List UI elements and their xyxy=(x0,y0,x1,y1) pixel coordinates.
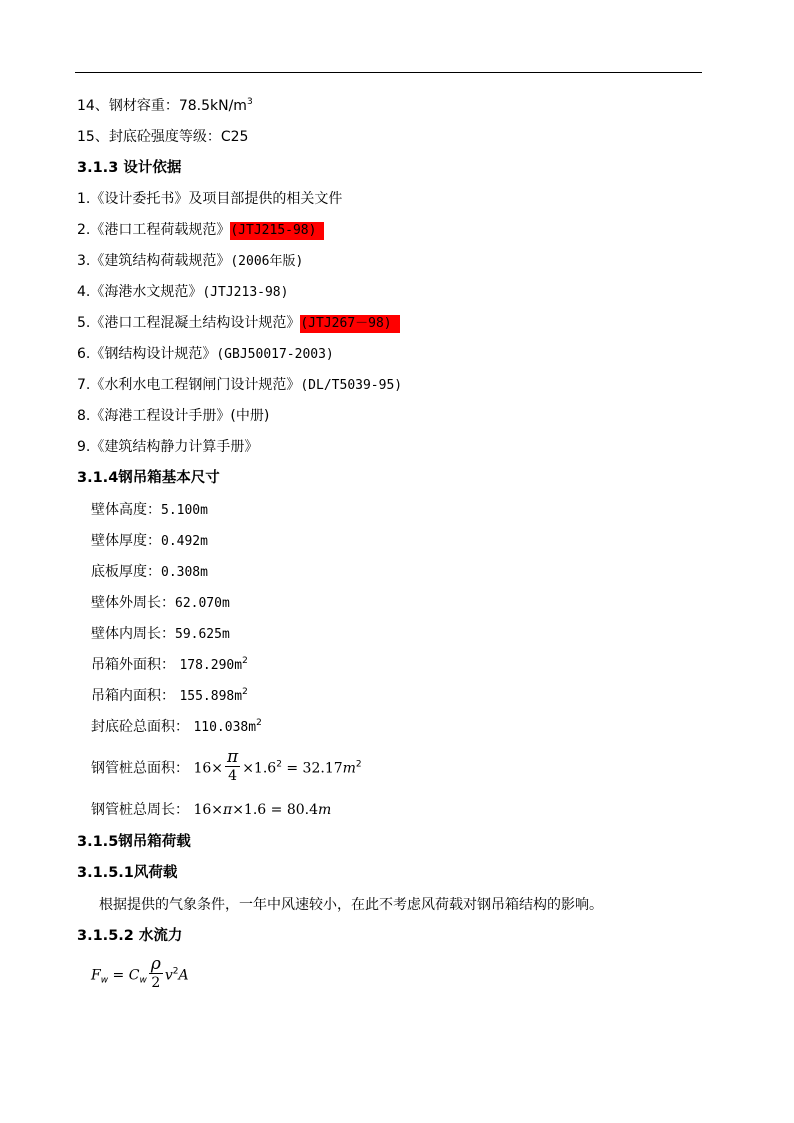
ref-num: 9. xyxy=(77,439,91,455)
ref-num: 6. xyxy=(77,346,91,362)
dim-value: 155.898m xyxy=(179,689,243,704)
formula-v-sup: 2 xyxy=(172,966,179,977)
section-313-heading: 3.1.3 设计依据 xyxy=(77,160,182,176)
formula-A: A xyxy=(178,967,189,984)
dim-label: 吊箱内面积： xyxy=(91,688,175,704)
pile-perimeter-formula xyxy=(91,801,331,819)
pile-area-label: 钢管桩总面积： xyxy=(91,760,189,777)
item-15-label: 15、封底砼强度等级： xyxy=(77,129,221,145)
ref-item-3 xyxy=(77,252,303,271)
dim-label: 封底砼总面积： xyxy=(91,719,189,735)
ref-item-2 xyxy=(77,221,324,240)
dim-value: 62.070m xyxy=(175,596,230,611)
ref-item-9 xyxy=(77,438,258,456)
ref-code: (中册) xyxy=(230,408,270,424)
formula-C: C xyxy=(128,967,140,984)
pile-area-formula xyxy=(91,747,362,787)
pile-area-mid: ×1.6 xyxy=(242,760,277,777)
item-14-value: 78.5kN/m xyxy=(178,98,247,114)
pile-area-mid-sup: 2 xyxy=(276,759,282,770)
pi-over-4-fraction xyxy=(225,748,240,785)
formula-v: v xyxy=(164,967,173,984)
dim-sup: 2 xyxy=(256,718,262,728)
section-314-heading: 3.1.4钢吊箱基本尺寸 xyxy=(77,470,220,486)
pile-area-unit-sup: 2 xyxy=(355,759,362,770)
ref-text: 《建筑结构静力计算手册》 xyxy=(90,439,259,455)
section-3152-heading: 3.1.5.2 水流力 xyxy=(77,928,183,944)
section-3151-heading: 3.1.5.1风荷载 xyxy=(77,865,178,881)
dim-label: 壁体内周长： xyxy=(91,626,175,642)
formula-F-sub: w xyxy=(100,975,109,986)
ref-num: 2. xyxy=(77,222,91,238)
dim-value: 5.100m xyxy=(161,503,208,518)
ref-text: 《钢结构设计规范》 xyxy=(90,346,217,362)
wind-paragraph: 根据提供的气象条件，一年中风速较小，在此不考虑风荷载对钢吊箱结构的影响。 xyxy=(99,897,603,913)
ref-num: 7. xyxy=(77,377,91,393)
ref-code: (2006年版) xyxy=(230,254,304,269)
pile-perimeter-mid: ×1.6 = 80.4 xyxy=(232,802,319,818)
dim-inner-area xyxy=(91,687,248,706)
ref-text: 《建筑结构荷载规范》 xyxy=(90,253,231,269)
ref-text: 《港口工程混凝土结构设计规范》 xyxy=(90,315,301,331)
dim-label: 壁体高度： xyxy=(91,502,161,518)
fraction-denominator: 4 xyxy=(228,768,238,784)
ref-num: 4. xyxy=(77,284,91,300)
pile-area-unit: m xyxy=(342,760,356,777)
item-14 xyxy=(77,97,253,115)
pile-perimeter-pre: 16× xyxy=(193,802,223,818)
ref-num: 5. xyxy=(77,315,91,331)
ref-code: (JTJ213-98) xyxy=(202,285,289,300)
pile-perimeter-unit: m xyxy=(318,802,332,818)
header-rule xyxy=(75,72,702,73)
formula-F: F xyxy=(91,967,101,984)
pile-area-eq: = 32.17 xyxy=(281,760,343,777)
dim-value: 0.308m xyxy=(161,565,208,580)
dim-value: 59.625m xyxy=(175,627,230,642)
ref-text: 《海港工程设计手册》 xyxy=(90,408,231,424)
dim-label: 底板厚度： xyxy=(91,564,161,580)
dim-seal-area xyxy=(91,718,262,737)
formula-C-sub: w xyxy=(139,975,147,986)
ref-code: (DL/T5039-95) xyxy=(300,378,403,393)
dim-bottom-thickness xyxy=(91,563,208,582)
ref-text: 《水利水电工程钢闸门设计规范》 xyxy=(90,377,301,393)
dim-inner-perimeter xyxy=(91,625,230,644)
dim-value: 178.290m xyxy=(179,658,243,673)
ref-text: 《港口工程荷载规范》 xyxy=(90,222,231,238)
dim-label: 壁体厚度： xyxy=(91,533,161,549)
ref-item-5 xyxy=(77,314,400,333)
dim-outer-perimeter xyxy=(91,594,230,613)
section-315-heading: 3.1.5钢吊箱荷载 xyxy=(77,834,191,850)
formula-eq: = xyxy=(108,967,129,984)
ref-num: 3. xyxy=(77,253,91,269)
ref-item-1 xyxy=(77,190,342,208)
ref-text: 《海港水文规范》 xyxy=(90,284,203,300)
ref-item-6 xyxy=(77,345,334,364)
dim-wall-thickness xyxy=(91,532,208,551)
dim-value: 0.492m xyxy=(161,534,208,549)
pile-perimeter-label: 钢管桩总周长： xyxy=(91,802,189,818)
item-15 xyxy=(77,128,248,146)
fraction-denominator: 2 xyxy=(151,975,161,991)
item-14-label: 14、钢材容重： xyxy=(77,98,179,114)
ref-text: 《设计委托书》及项目部提供的相关文件 xyxy=(90,191,343,207)
water-force-formula xyxy=(91,954,189,994)
fraction-numerator: ρ xyxy=(150,954,161,974)
pile-area-pre: 16× xyxy=(193,760,223,777)
dim-wall-height xyxy=(91,501,208,520)
ref-num: 1. xyxy=(77,191,91,207)
dim-label: 吊箱外面积： xyxy=(91,657,175,673)
ref-code-highlight: (JTJ267－98) xyxy=(300,315,399,333)
item-14-sup: 3 xyxy=(246,97,253,107)
ref-code: (GBJ50017-2003) xyxy=(216,347,334,362)
dim-sup: 2 xyxy=(242,656,248,666)
dim-value: 110.038m xyxy=(193,720,257,735)
pile-perimeter-pi: π xyxy=(223,802,233,818)
fraction-numerator: π xyxy=(227,747,239,767)
dim-sup: 2 xyxy=(242,687,248,697)
ref-item-4 xyxy=(77,283,288,302)
ref-num: 8. xyxy=(77,408,91,424)
dim-label: 壁体外周长： xyxy=(91,595,175,611)
ref-item-7 xyxy=(77,376,402,395)
ref-item-8 xyxy=(77,407,269,425)
rho-over-2-fraction xyxy=(149,955,163,992)
dim-outer-area xyxy=(91,656,248,675)
ref-code-highlight: (JTJ215-98) xyxy=(230,222,324,240)
item-15-value: C25 xyxy=(220,129,249,145)
